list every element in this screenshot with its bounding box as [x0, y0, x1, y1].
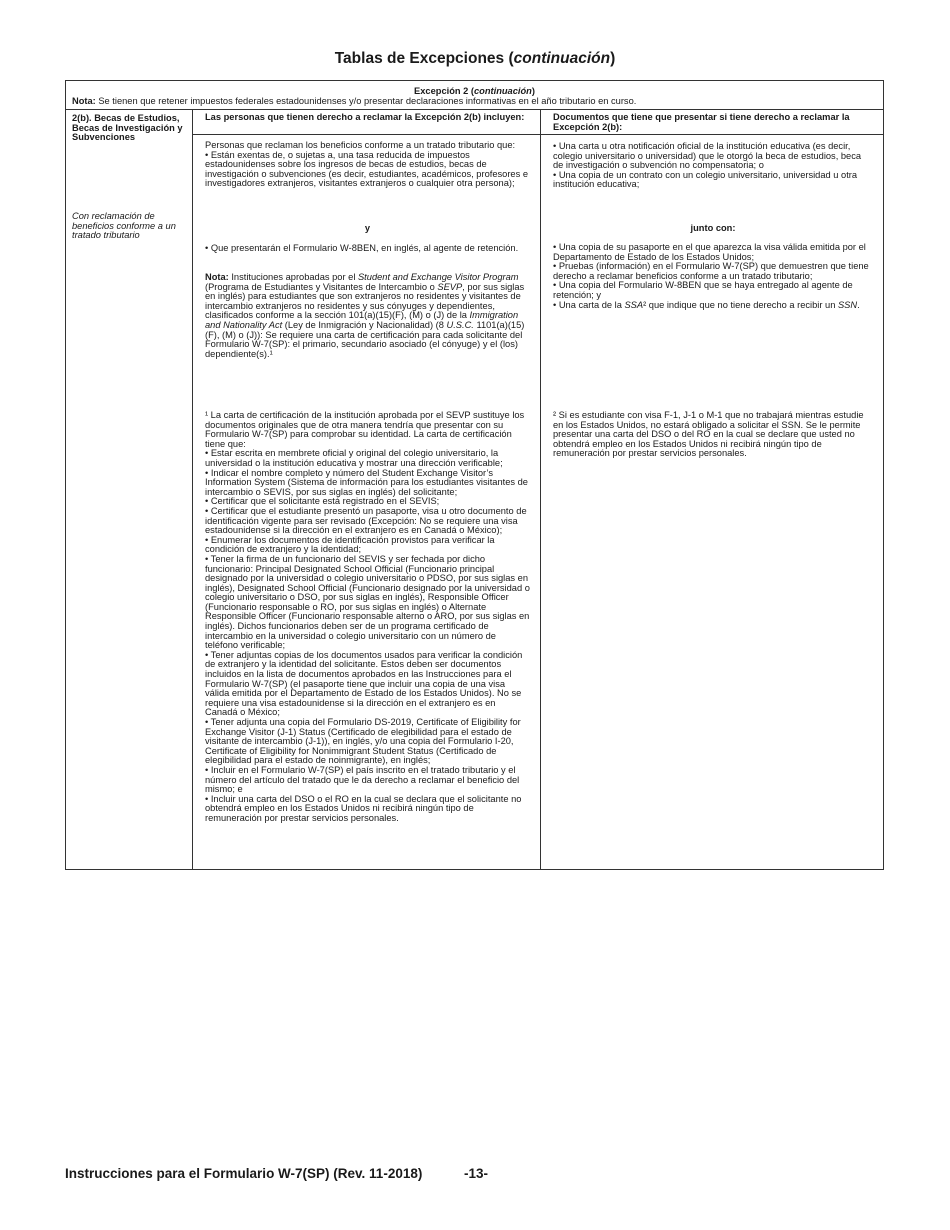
required-documents-column — [541, 109, 883, 869]
sevp-note-text: (Ley de Inmigración y Nacionalidad) (8 — [282, 319, 447, 330]
footnote-2: ² Si es estudiante con visa F-1, J-1 o M-1 que no trabajará mientras estudie en los Estados Unidos, no estará obligado a solicitar el SSN. Se le permite presentar una carta del DSO o del RO en la cual se declare que usted no obtendrá empleo en los Estados Unidos ni recibirá ningún tipo de remuneración por prestar servicios personales. — [553, 410, 864, 459]
sevp-note — [205, 273, 530, 359]
title-close: ) — [610, 50, 616, 67]
footnote-1-line: • Tener la firma de un funcionario del SEVIS y ser fechada por dicho funcionario: Principal Designated School Official (Funcionario principal designado por la universidad o colegio universitario o PDSO, por sus siglas en inglés), Designated School Official (Funcionario designado por la universidad o colegio universitario o DSO, por sus siglas en inglés), Responsible Officer (Funcionario responsable o RO, por sus siglas en inglés) o Alternate Responsible Officer (Funcionario responsable alterno o ARO, por sus siglas en inglés). Dichos funcionarios deben ser de un programa certificado de intercambio en la universidad o colegio universitario con un número de teléfono verificable; — [205, 553, 530, 651]
exception-heading-italic: continuación — [473, 86, 532, 96]
sevp-note-text: Instituciones aprobadas por el — [228, 272, 358, 282]
exception-header — [66, 81, 883, 110]
required-documents-italic: SSA — [624, 299, 644, 310]
sevp-note-text: (Programa de Estudiantes y Visitantes de Intercambio o — [205, 281, 438, 292]
exception-note-label: Nota: — [72, 96, 96, 106]
eligible-persons-para2: • Que presentarán el Formulario W-8BEN, en inglés, al agente de retención. — [205, 243, 519, 253]
footnote-1-line: • Enumerar los documentos de identificación provistos para verificar la condición de extranjero y la identidad; — [205, 534, 495, 555]
eligible-persons-para1: Personas que reclaman los beneficios conforme a un tratado tributario que: • Están exentas de, o sujetas a, una tasa reducida de impuestos estadounidenses sobre los ingresos de becas de estudios, becas de investigación o subvenciones (es decir, estudiantes, académicos, profesores e investigadores extranjeros, visitantes extranjeros o cualquier otra persona); — [205, 140, 528, 189]
required-documents-para2 — [553, 243, 873, 310]
title-italic: continuación — [513, 50, 611, 67]
page-number: -13- — [464, 1166, 489, 1181]
sevp-note-italic: SEVP — [437, 281, 463, 292]
along-with-label: junto con: — [690, 223, 736, 233]
exceptions-table — [65, 80, 884, 870]
footnote-1-line: • Certificar que el estudiante presentó un pasaporte, visa u otro documento de identificación vigente para ser revisado (Excepción: No se requiere una visa estadounidense si la dirección en el extranjero es en Canadá o México); — [205, 505, 527, 536]
required-documents-header: Documentos que tiene que presentar si tiene derecho a reclamar la Excepción 2(b): — [541, 109, 883, 135]
required-documents-text: ² que indique que no tiene derecho a recibir un — [643, 299, 838, 310]
category-column — [66, 109, 193, 869]
sevp-note-italic: Student and Exchange Visitor Program — [357, 272, 519, 282]
exception-heading-main: Excepción 2 ( — [414, 86, 474, 96]
required-documents-text: . — [857, 299, 860, 310]
category-label: 2(b). Becas de Estudios, Becas de Investigación y Subvenciones — [72, 113, 183, 143]
exception-heading — [66, 86, 883, 96]
exception-heading-close: ) — [531, 86, 535, 96]
required-documents-italic: SSN — [837, 299, 858, 310]
exception-note-text: Se tienen que retener impuestos federales estadounidenses y/o presentar declaraciones informativas en el año tributario en curso. — [95, 96, 637, 106]
title-main: Tablas de Excepciones ( — [334, 50, 514, 67]
eligible-persons-column — [193, 109, 541, 869]
and-label: y — [364, 223, 371, 233]
footnote-1-line: • Certificar que el solicitante está registrado en el SEVIS; — [205, 496, 440, 507]
footnote-1-line: • Estar escrita en membrete oficial y original del colegio universitario, la universidad o la institución educativa y mostrar una dirección verificable; — [205, 448, 503, 468]
page-title — [0, 50, 950, 68]
required-documents-para1: • Una carta u otra notificación oficial de la institución educativa (es decir, colegio universitario o universidad) que le otorgó la beca de estudios, beca de investigación o subvención no compensatoria; o • Una copia de un contrato con un colegio universitario, universidad u otra institución educativa; — [553, 141, 862, 190]
exception-note — [72, 96, 883, 106]
sevp-note-label: Nota: — [205, 272, 229, 282]
footnote-1-line: • Indicar el nombre completo y número del Student Exchange Visitor’s Information System (Sistema de información para los estudiantes visitantes de intercambio o SEVIS, por sus siglas en inglés) del solicitante; — [205, 467, 528, 497]
sevp-note-text: 1101(a)(15)(F), (M) o (J)): Se requiere una carta de certificación para cada solicitante del Formulario W-7(SP): el primario, secundario asociado (el cónyuge) y el (los) dependiente(s).¹ — [205, 319, 525, 359]
sevp-note-italic: U.S.C. — [446, 319, 474, 330]
footnote-1-line: • Incluir una carta del DSO o el RO en la cual se declara que el solicitante no obtendrá empleo en los Estados Unidos ni recibirá ningún tipo de remuneración por prestar servicios personales. — [205, 793, 522, 823]
treaty-note: Con reclamación de beneficios conforme a un tratado tributario — [72, 211, 176, 241]
footnote-1 — [205, 411, 530, 824]
footnote-1-line: • Tener adjunta una copia del Formulario DS-2019, Certificate of Eligibility for Exchange Visitor (J-1) Status (Certificado de elegibilidad para el estado de visitante de intercambio (J-1)), en inglés, y/o una copia del Formulario I-20, Certificate of Eligibility for Nonimmigrant Student Status (Certificado de elegibilidad para el estado de noinmigrante), en inglés; — [205, 717, 521, 766]
sevp-note-text: , por sus siglas en inglés) para estudiantes que son extranjeros no residentes y visitantes de intercambio extranjeros no residentes y sus cónyuges y dependientes, clasificados conforme a la sección 101(a)(15)(F), (M) o (J) de la — [205, 281, 525, 321]
footnote-1-line: • Tener adjuntas copias de los documentos usados para verificar la condición de extranjero y la identidad del solicitante. Estos deben ser documentos incluidos en la lista de documentos aprobados en las Instrucciones para el Formulario W-7(SP) (el pasaporte tiene que incluir una copia de una visa válida emitida por el Departamento de Estado de los Estados Unidos). No se requiere una visa estadounidense si la dirección en el extranjero es en Canadá o México; — [205, 649, 523, 718]
sevp-note-italic: Immigration and Nationality Act — [205, 310, 519, 330]
eligible-persons-header: Las personas que tienen derecho a reclamar la Excepción 2(b) incluyen: — [193, 109, 540, 135]
form-name: Instrucciones para el Formulario W-7(SP) (Rev. 11-2018) — [65, 1166, 423, 1181]
required-documents-text: • Una copia de su pasaporte en el que aparezca la visa válida emitida por el Departamento de Estado de los Estados Unidos; • Pruebas (información) en el Formulario W-7(SP) que demuestren que tiene derecho a reclamar beneficios conforme a un tratado tributario; • Una copia del Formulario W-8BEN que se haya entregado al agente de retención; y • Una carta de la — [553, 242, 869, 310]
footnote-1-line: ¹ La carta de certificación de la institución aprobada por el SEVP sustituye los documentos originales que de otra manera tendría que presentar con su Formulario W-7(SP) para comprobar su identidad. La carta de certificación tiene que: — [205, 410, 525, 449]
footnote-1-line: • Incluir en el Formulario W-7(SP) el país inscrito en el tratado tributario y el número del artículo del tratado que le da derecho a reclamar el beneficio del mismo; e — [205, 764, 520, 795]
